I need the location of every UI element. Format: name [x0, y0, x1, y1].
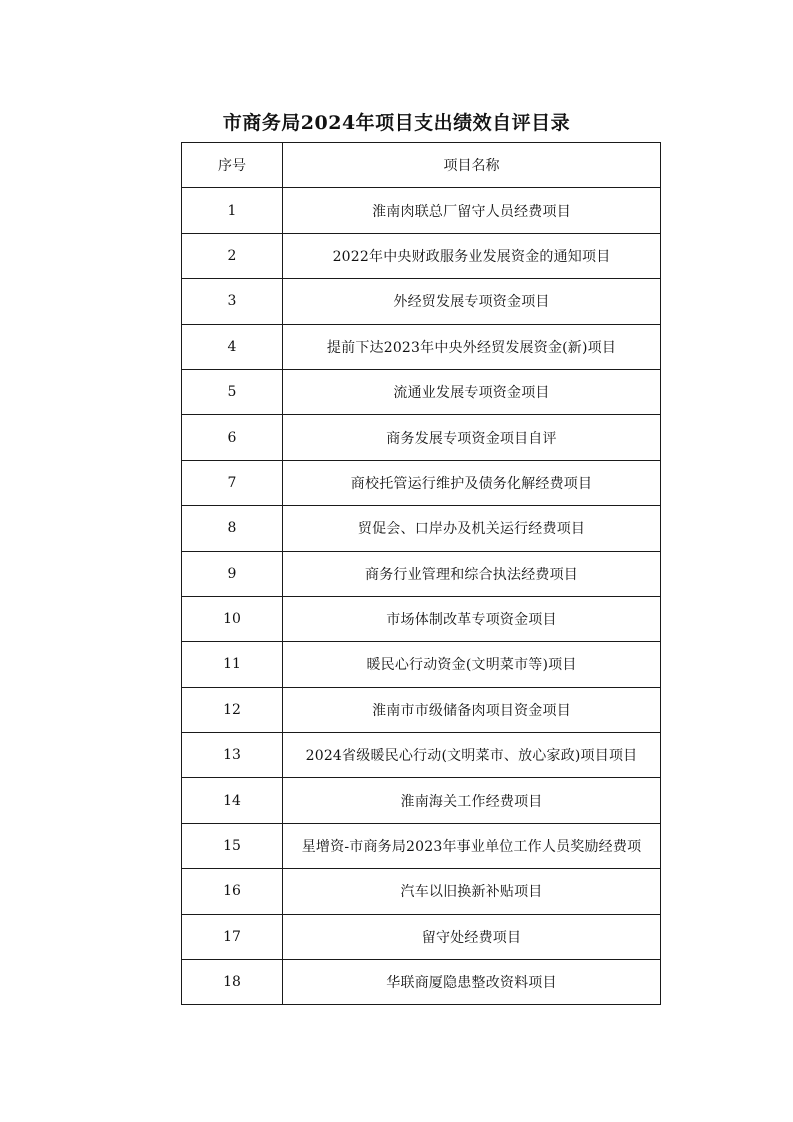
row-seq: 5	[182, 369, 283, 414]
row-seq: 2	[182, 233, 283, 278]
row-seq: 15	[182, 823, 283, 868]
row-name: 商校托管运行维护及债务化解经费项目	[283, 460, 661, 505]
row-seq: 10	[182, 596, 283, 641]
header-name: 项目名称	[283, 143, 661, 188]
table-row	[182, 188, 661, 233]
table-row	[182, 596, 661, 641]
row-name: 淮南海关工作经费项目	[283, 778, 661, 823]
row-name: 华联商厦隐患整改资料项目	[283, 960, 661, 1005]
directory-table	[181, 142, 661, 1005]
row-name: 留守处经费项目	[283, 914, 661, 959]
row-seq: 14	[182, 778, 283, 823]
row-name: 暖民心行动资金(文明菜市等)项目	[283, 642, 661, 687]
table-row	[182, 823, 661, 868]
table-row	[182, 460, 661, 505]
row-seq: 6	[182, 415, 283, 460]
table-row	[182, 869, 661, 914]
table-row	[182, 733, 661, 778]
table-row	[182, 551, 661, 596]
table-row	[182, 642, 661, 687]
row-name: 商务发展专项资金项目自评	[283, 415, 661, 460]
row-seq: 13	[182, 733, 283, 778]
row-name: 淮南肉联总厂留守人员经费项目	[283, 188, 661, 233]
table-row	[182, 233, 661, 278]
row-name: 提前下达2023年中央外经贸发展资金(新)项目	[283, 324, 661, 369]
table-row	[182, 369, 661, 414]
table-row	[182, 914, 661, 959]
row-name: 2024省级暖民心行动(文明菜市、放心家政)项目项目	[283, 733, 661, 778]
row-seq: 8	[182, 506, 283, 551]
table-row	[182, 778, 661, 823]
table-row	[182, 506, 661, 551]
row-seq: 9	[182, 551, 283, 596]
table-row	[182, 324, 661, 369]
table-header-row	[182, 143, 661, 188]
row-name: 流通业发展专项资金项目	[283, 369, 661, 414]
header-seq: 序号	[182, 143, 283, 188]
row-seq: 4	[182, 324, 283, 369]
row-seq: 11	[182, 642, 283, 687]
row-seq: 16	[182, 869, 283, 914]
row-seq: 17	[182, 914, 283, 959]
row-seq: 12	[182, 687, 283, 732]
row-seq: 3	[182, 279, 283, 324]
row-name: 市场体制改革专项资金项目	[283, 596, 661, 641]
page-title: 市商务局2024年项目支出绩效自评目录	[222, 112, 571, 134]
row-seq: 7	[182, 460, 283, 505]
table-row	[182, 960, 661, 1005]
row-name: 2022年中央财政服务业发展资金的通知项目	[283, 233, 661, 278]
row-seq: 1	[182, 188, 283, 233]
row-name: 贸促会、口岸办及机关运行经费项目	[283, 506, 661, 551]
row-name: 汽车以旧换新补贴项目	[283, 869, 661, 914]
table-row	[182, 687, 661, 732]
table-row	[182, 415, 661, 460]
table-row	[182, 279, 661, 324]
row-name: 淮南市市级储备肉项目资金项目	[283, 687, 661, 732]
row-name: 星增资-市商务局2023年事业单位工作人员奖励经费项	[283, 823, 661, 868]
row-name: 商务行业管理和综合执法经费项目	[283, 551, 661, 596]
row-seq: 18	[182, 960, 283, 1005]
row-name: 外经贸发展专项资金项目	[283, 279, 661, 324]
